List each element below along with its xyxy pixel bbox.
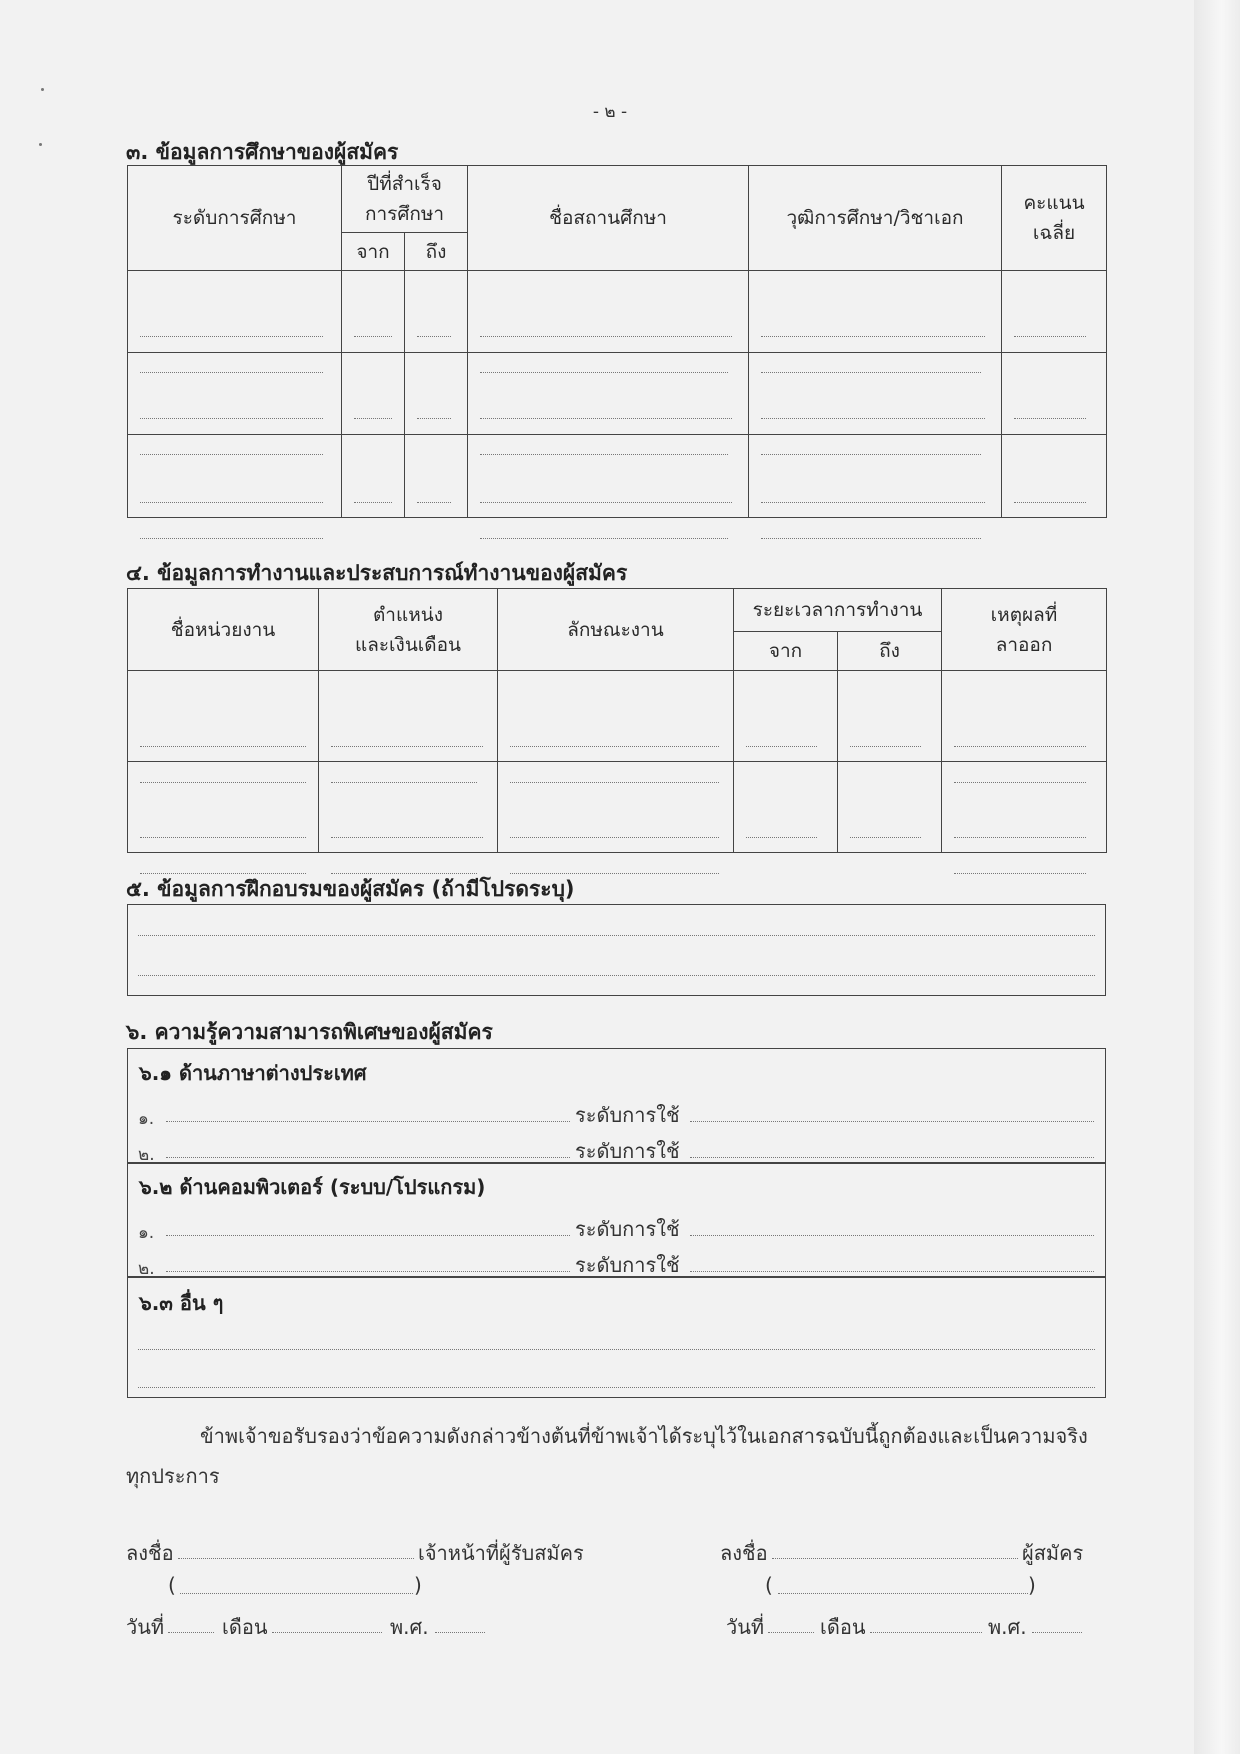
work-section-title: ๔. ข้อมูลการทำงานและประสบการณ์ทำงานของผู้สมัคร [126,561,628,585]
applicant-signature-field[interactable] [772,1558,1018,1559]
col-degree-major: วุฒิการศึกษา/วิชาเอก [749,166,1002,271]
education-level-cell[interactable] [128,353,342,435]
col-year-to: ถึง [405,233,468,271]
col-year-from: จาก [342,233,405,271]
language-2-field[interactable] [166,1157,570,1158]
month-label: เดือน [222,1615,268,1639]
page-number: - ๒ - [592,102,628,122]
organization-cell[interactable] [128,671,319,762]
leave-reason-cell[interactable] [942,671,1107,762]
day-label: วันที่ [726,1615,765,1639]
year-from-cell[interactable] [342,435,405,518]
period-from-cell[interactable] [734,762,838,853]
col-position-salary: ตำแหน่ง และเงินเดือน [319,589,498,671]
training-section-title: ๕. ข้อมูลการฝึกอบรมของผู้สมัคร (ถ้ามีโปรดระบุ) [126,877,575,901]
period-from-cell[interactable] [734,671,838,762]
job-nature-cell[interactable] [498,671,734,762]
col-education-level: ระดับการศึกษา [128,166,342,271]
year-from-cell[interactable] [342,271,405,353]
period-to-cell[interactable] [838,671,942,762]
institution-cell[interactable] [468,435,749,518]
computer-skills-box [127,1162,1106,1278]
month-label: เดือน [820,1615,866,1639]
officer-day-field[interactable] [168,1632,214,1633]
education-section-title: ๓. ข้อมูลการศึกษาของผู้สมัคร [126,140,399,164]
applicant-month-field[interactable] [870,1632,982,1633]
year-label: พ.ศ. [390,1615,429,1639]
close-paren: ) [414,1573,422,1597]
officer-signature-field[interactable] [178,1558,414,1559]
col-gpa: คะแนน เฉลี่ย [1002,166,1107,271]
education-level-cell[interactable] [128,435,342,518]
col-period-from: จาก [734,632,838,671]
computer-1-level-field[interactable] [690,1235,1094,1236]
position-salary-cell[interactable] [319,671,498,762]
education-table [127,165,1107,518]
col-institution: ชื่อสถานศึกษา [468,166,749,271]
col-organization: ชื่อหน่วยงาน [128,589,319,671]
training-box [127,904,1106,996]
col-leave-reason: เหตุผลที่ ลาออก [942,589,1107,671]
officer-name-field[interactable] [180,1593,413,1594]
scan-edge [1194,0,1240,1754]
gpa-cell[interactable] [1002,353,1107,435]
gpa-cell[interactable] [1002,435,1107,518]
language-skills-box [127,1048,1106,1164]
certification-statement: ข้าพเจ้าขอรับรองว่าข้อความดังกล่าวข้างต้นที่ข้าพเจ้าได้ระบุไว้ในเอกสารฉบับนี้ถูกต้องและเป็นความจริง [200,1424,1088,1448]
scan-speck [41,88,44,91]
table-row [128,271,1107,353]
education-level-cell[interactable] [128,271,342,353]
organization-cell[interactable] [128,762,319,853]
table-row [128,762,1107,853]
year-to-cell[interactable] [405,271,468,353]
day-label: วันที่ [126,1615,165,1639]
institution-cell[interactable] [468,271,749,353]
item-number: ๒. [138,1259,155,1279]
officer-sign-label: ลงชื่อ [126,1541,174,1565]
officer-month-field[interactable] [272,1632,382,1633]
language-skills-title: ๖.๑ ด้านภาษาต่างประเทศ [139,1061,367,1085]
open-paren: ( [765,1573,773,1597]
gpa-cell[interactable] [1002,271,1107,353]
year-to-cell[interactable] [405,353,468,435]
degree-cell[interactable] [749,353,1002,435]
year-from-cell[interactable] [342,353,405,435]
usage-level-label: ระดับการใช้ [575,1139,680,1163]
computer-1-field[interactable] [166,1235,570,1236]
applicant-sign-label: ลงชื่อ [720,1541,768,1565]
scan-speck [39,143,42,146]
usage-level-label: ระดับการใช้ [575,1103,680,1127]
computer-2-field[interactable] [166,1271,570,1272]
job-nature-cell[interactable] [498,762,734,853]
leave-reason-cell[interactable] [942,762,1107,853]
institution-cell[interactable] [468,353,749,435]
other-skills-box [127,1276,1106,1398]
abilities-section-title: ๖. ความรู้ความสามารถพิเศษของผู้สมัคร [126,1020,493,1044]
table-row [128,671,1107,762]
other-skills-title: ๖.๓ อื่น ๆ [139,1291,224,1315]
usage-level-label: ระดับการใช้ [575,1253,680,1277]
item-number: ๒. [138,1145,155,1165]
language-2-level-field[interactable] [690,1157,1094,1158]
degree-cell[interactable] [749,271,1002,353]
item-number: ๑. [138,1109,155,1129]
year-to-cell[interactable] [405,435,468,518]
other-skills-line-1[interactable] [138,1349,1095,1350]
applicant-day-field[interactable] [768,1632,814,1633]
position-salary-cell[interactable] [319,762,498,853]
item-number: ๑. [138,1223,155,1243]
degree-cell[interactable] [749,435,1002,518]
officer-year-field[interactable] [435,1632,485,1633]
applicant-role-label: ผู้สมัคร [1022,1541,1084,1565]
close-paren: ) [1028,1573,1036,1597]
col-job-nature: ลักษณะงาน [498,589,734,671]
training-line-1[interactable] [138,935,1095,936]
open-paren: ( [168,1573,176,1597]
col-work-period: ระยะเวลาการทำงาน [734,589,942,632]
table-row [128,435,1107,518]
training-line-2[interactable] [138,975,1095,976]
period-to-cell[interactable] [838,762,942,853]
officer-role-label: เจ้าหน้าที่ผู้รับสมัคร [418,1541,584,1565]
usage-level-label: ระดับการใช้ [575,1217,680,1241]
applicant-year-field[interactable] [1032,1632,1082,1633]
col-graduation-year: ปีที่สำเร็จ การศึกษา [342,166,468,233]
language-1-level-field[interactable] [690,1121,1094,1122]
language-1-field[interactable] [166,1121,570,1122]
computer-2-level-field[interactable] [690,1271,1094,1272]
applicant-name-field[interactable] [778,1593,1028,1594]
computer-skills-title: ๖.๒ ด้านคอมพิวเตอร์ (ระบบ/โปรแกรม) [139,1175,486,1199]
other-skills-line-2[interactable] [138,1387,1095,1388]
work-experience-table [127,588,1107,853]
year-label: พ.ศ. [988,1615,1027,1639]
col-period-to: ถึง [838,632,942,671]
certification-statement-end: ทุกประการ [126,1464,220,1488]
table-row [128,353,1107,435]
